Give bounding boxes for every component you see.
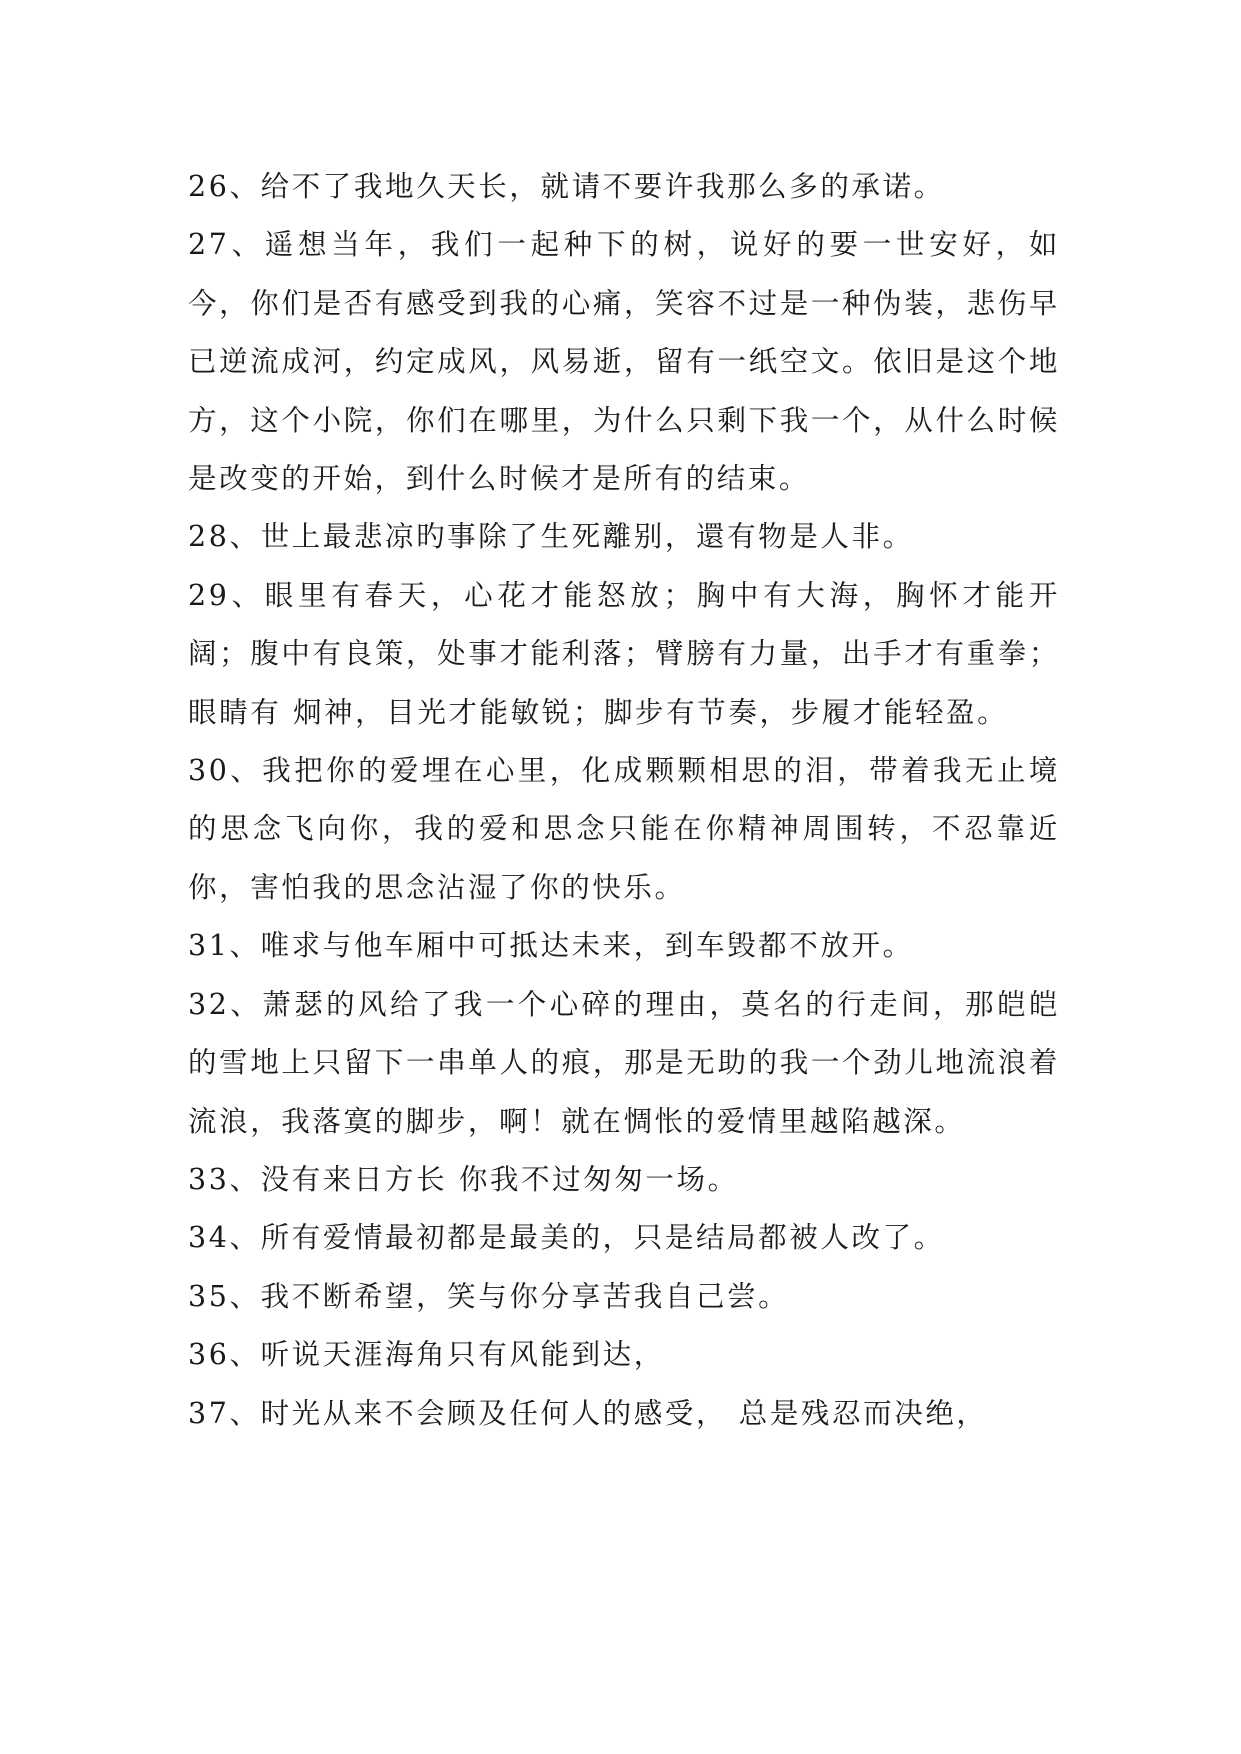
document-body: [188, 158, 1060, 1443]
paragraph-33: 33、没有来日方长 你我不过匆匆一场。: [188, 1162, 739, 1196]
paragraph-29: 29、眼里有春天，心花才能怒放；胸中有大海，胸怀才能开阔；腹中有良策，处事才能利落；臂膀有力量，出手才有重拳；眼睛有 炯神，目光才能敏锐；脚步有节奏，步履才能轻盈。: [188, 578, 1060, 729]
paragraph-26: 26、给不了我地久天长，就请不要许我那么多的承诺。: [188, 170, 945, 203]
paragraph-30: 30、我把你的爱埋在心里，化成颗颗相思的泪，带着我无止境的思念飞向你，我的爱和思念只能在你精神周围转，不忍靠近你，害怕我的思念沾湿了你的快乐。: [188, 754, 1060, 904]
paragraph-36: 36、听说天涯海角只有风能到达，: [188, 1338, 665, 1372]
paragraph-35: 35、我不断希望，笑与你分享苦我自己尝。: [188, 1279, 790, 1313]
paragraph-37: 37、时光从来不会顾及任何人的感受， 总是残忍而决绝，: [188, 1396, 988, 1430]
paragraph-28: 28、世上最悲凉旳事除了生死離别，還有物是人非。: [188, 520, 914, 554]
paragraph-27: 27、遥想当年，我们一起种下的树，说好的要一世安好，如今，你们是否有感受到我的心痛，笑容不过是一种伪装，悲伤早已逆流成河，约定成风，风易逝，留有一纸空文。依旧是这个地方，这个小院，你们在哪里，为什么只剩下我一个，从什么时候是改变的开始，到什么时候才是所有的结束。: [188, 228, 1060, 496]
paragraph-34: 34、所有爱情最初都是最美的，只是结局都被人改了。: [188, 1221, 945, 1255]
paragraph-32: 32、萧瑟的风给了我一个心碎的理由，莫名的行走间，那皑皑的雪地上只留下一串单人的痕，那是无助的我一个劲儿地流浪着流浪，我落寞的脚步，啊！就在惆怅的爱情里越陷越深。: [188, 987, 1060, 1138]
paragraph-31: 31、唯求与他车厢中可抵达未来，到车毁都不放开。: [188, 929, 914, 963]
